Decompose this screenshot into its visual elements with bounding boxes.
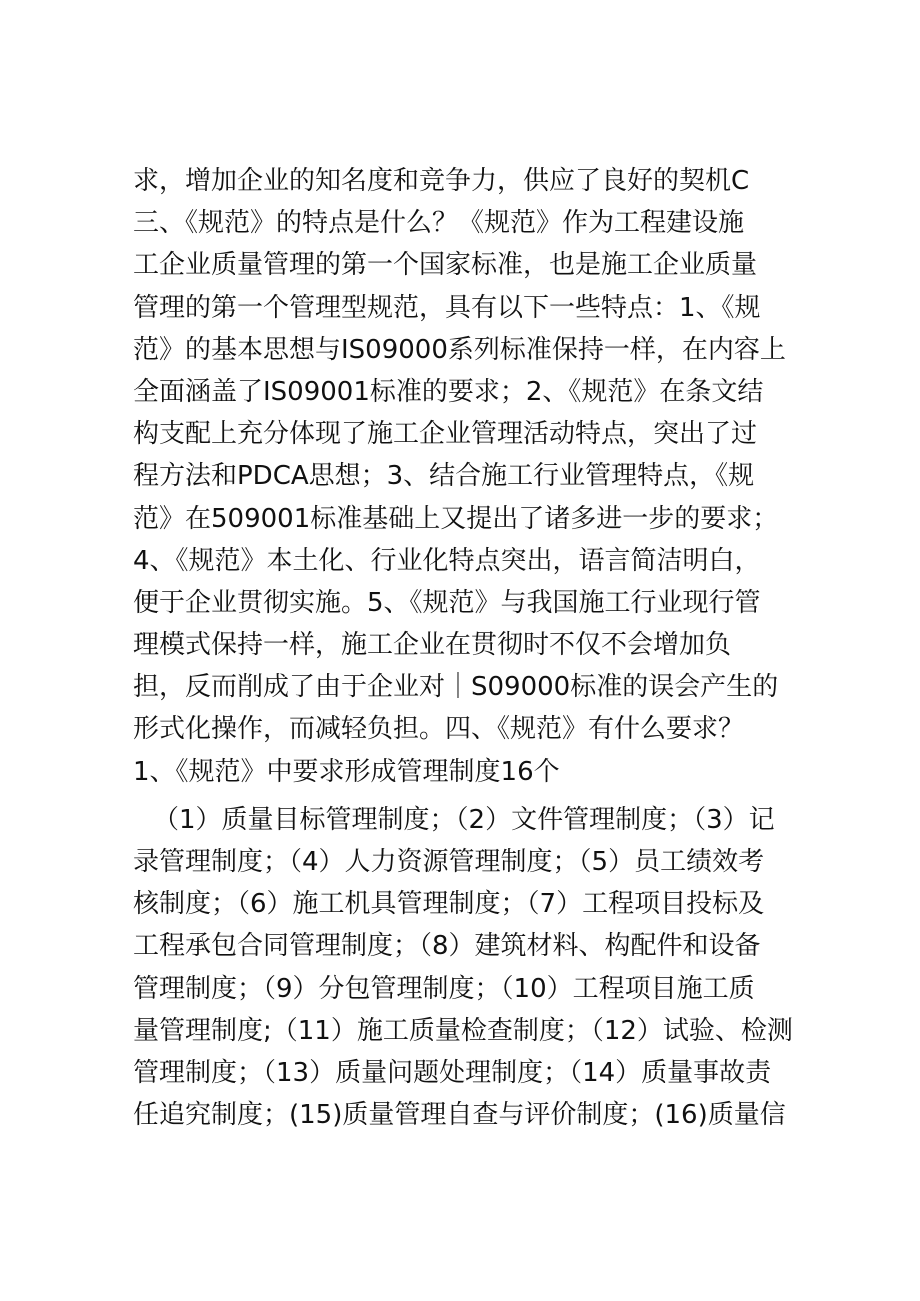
- text-line: 4、《规范》本土化、行业化特点突出，语言简洁明白，: [133, 545, 761, 576]
- text-line: 求，增加企业的知名度和竞争力，供应了良好的契机C: [133, 166, 750, 196]
- text-line: 便于企业贯彻实施。5、《规范》与我国施工行业现行管: [133, 587, 761, 618]
- text-line: 管理的第一个管理型规范，具有以下一些特点：1、《规: [133, 292, 761, 323]
- text-line: 管理制度；（9）分包管理制度；（10）工程项目施工质: [133, 973, 755, 1004]
- text-line: 管理制度；（13）质量问题处理制度；（14）质量事故责: [133, 1057, 772, 1088]
- text-line: 录管理制度；（4）人力资源管理制度；（5）员工绩效考: [133, 847, 765, 877]
- text-line: 任追究制度；(15)质量管理自查与评价制度；(16)质量信: [133, 1100, 786, 1131]
- text-line: 范》的基本思想与IS09000系列标准保持一样，在内容上: [133, 334, 786, 365]
- text-line: 1、《规范》中要求形成管理制度16个: [133, 756, 560, 787]
- text-line: 核制度；（6）施工机具管理制度；（7）工程项目投标及: [133, 889, 765, 920]
- text-line: 程方法和PDCA思想；3、结合施工行业管理特点，《规: [133, 461, 755, 492]
- document-body: [133, 160, 793, 1136]
- text-line: （1）质量目标管理制度；（2）文件管理制度；（3）记: [153, 804, 775, 835]
- text-line: 形式化操作，而减轻负担。四、《规范》有什么要求？: [133, 714, 745, 745]
- text-line: 全面涵盖了IS09001标准的要求；2、《规范》在条文结: [133, 376, 764, 407]
- text-line: 构支配上充分体现了施工企业管理活动特点，突出了过: [133, 419, 758, 450]
- text-line: 范》在509001标准基础上又提出了诸多进一步的要求；: [133, 503, 779, 534]
- text-line: 量管理制度;（11）施工质量检查制度；（12）试验、检测: [133, 1015, 793, 1046]
- text-line: 工企业质量管理的第一个国家标准，也是施工企业质量: [133, 250, 758, 281]
- text-line: 工程承包合同管理制度；（8）建筑材料、构配件和设备: [133, 931, 761, 962]
- text-line: 担，反而削成了由于企业对｜S09000标准的误会产生的: [133, 672, 779, 703]
- text-line: 三、《规范》的特点是什么？《规范》作为工程建设施: [133, 208, 745, 239]
- text-line: 理模式保持一样，施工企业在贯彻时不仅不会增加负: [133, 630, 732, 661]
